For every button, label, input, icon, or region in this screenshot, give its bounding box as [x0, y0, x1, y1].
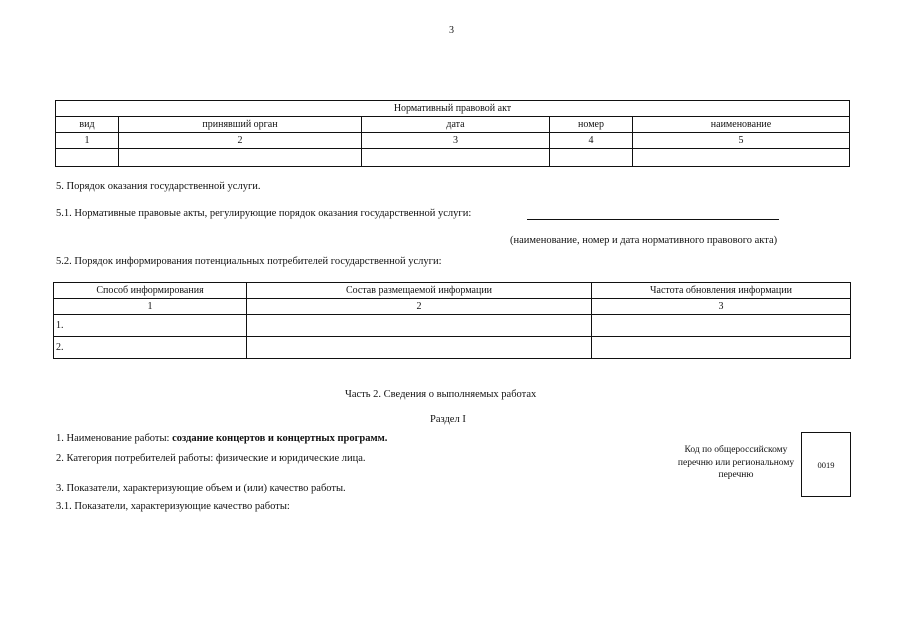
table-cell [56, 149, 119, 167]
page-number: 3 [449, 25, 454, 36]
item-3: 3. Показатели, характеризующие объем и (или) качество работы. [56, 483, 346, 494]
code-value: 0019 [817, 459, 835, 470]
item-5-1: 5.1. Нормативные правовые акты, регулирующие порядок оказания государственной услуги: [56, 208, 472, 219]
column-number: 2 [247, 299, 592, 315]
table-cell [247, 315, 592, 337]
item-5-1-hint: (наименование, номер и дата нормативного правового акта) [510, 235, 778, 246]
column-number: 1 [56, 133, 119, 149]
item-3-1: 3.1. Показатели, характеризующие качество работы: [56, 501, 290, 512]
item-1 [56, 433, 387, 444]
column-number: 4 [550, 133, 633, 149]
table-cell: 1. [54, 315, 247, 337]
table-cell [592, 337, 851, 359]
header-date: дата [362, 117, 550, 133]
column-number: 5 [633, 133, 850, 149]
header-type: вид [56, 117, 119, 133]
info-table [53, 282, 851, 359]
section5-title: 5. Порядок оказания государственной услуги. [56, 181, 261, 192]
header-frequency: Частота обновления информации [592, 283, 851, 299]
code-label: Код по общероссийскому перечню или региональному перечню [677, 445, 795, 480]
table-cell [247, 337, 592, 359]
section-title: Раздел I [430, 414, 466, 425]
column-number: 2 [119, 133, 362, 149]
column-number: 1 [54, 299, 247, 315]
table-cell [633, 149, 850, 167]
item-1-label: 1. Наименование работы: [56, 433, 173, 444]
legal-act-table [55, 100, 850, 167]
table-cell [550, 149, 633, 167]
header-number: номер [550, 117, 633, 133]
header-method: Способ информирования [54, 283, 247, 299]
part2-title: Часть 2. Сведения о выполняемых работах [345, 389, 537, 400]
table-cell [362, 149, 550, 167]
header-name: наименование [633, 117, 850, 133]
legal-act-table-title: Нормативный правовой акт [56, 101, 850, 117]
code-box [801, 432, 851, 497]
item-1-value: создание концертов и концертных программ. [172, 433, 388, 444]
column-number: 3 [592, 299, 851, 315]
item-2: 2. Категория потребителей работы: физические и юридические лица. [56, 453, 366, 464]
header-content: Состав размещаемой информации [247, 283, 592, 299]
item-5-2: 5.2. Порядок информирования потенциальных потребителей государственной услуги: [56, 256, 442, 267]
table-cell [592, 315, 851, 337]
header-authority: принявший орган [119, 117, 362, 133]
table-cell [119, 149, 362, 167]
column-number: 3 [362, 133, 550, 149]
fill-line-5-1 [527, 219, 779, 220]
table-cell: 2. [54, 337, 247, 359]
